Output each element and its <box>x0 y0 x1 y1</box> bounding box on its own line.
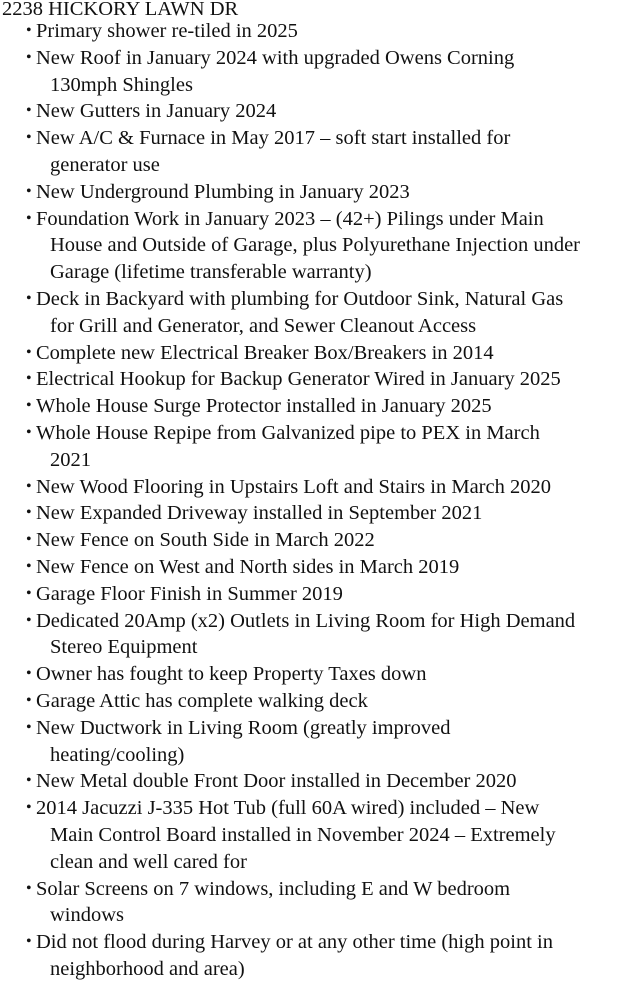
list-item <box>2 393 634 420</box>
list-item-text: Primary shower re-tiled in 2025 <box>36 20 298 42</box>
bullet-icon: • <box>26 129 32 147</box>
list-item-text: 2014 Jacuzzi J-335 Hot Tub (full 60A wired) included – New Main Control Board installed in November 2024 – Extremely clean and well cared for <box>36 797 556 873</box>
list-item <box>2 581 634 608</box>
bullet-icon: • <box>26 102 32 120</box>
list-item-text: Did not flood during Harvey or at any other time (high point in neighborhood and area) <box>36 931 553 980</box>
bullet-icon: • <box>26 22 32 39</box>
list-item-text: Owner has fought to keep Property Taxes down <box>36 663 427 686</box>
list-item-text: New Ductwork in Living Room (greatly improved heating/cooling) <box>36 716 451 766</box>
bullet-icon: • <box>26 343 32 361</box>
bullet-icon: • <box>26 182 32 200</box>
bullet-icon: • <box>26 665 32 683</box>
list-item-text: Electrical Hookup for Backup Generator Wired in January 2025 <box>36 368 561 391</box>
list-item <box>2 608 634 662</box>
bullet-icon: • <box>26 531 32 549</box>
bullet-icon: • <box>26 879 32 897</box>
list-item <box>2 795 634 875</box>
list-item <box>2 420 634 474</box>
list-item-text: New Fence on West and North sides in March 2019 <box>36 555 460 578</box>
list-item <box>2 474 634 501</box>
list-item <box>2 661 634 688</box>
list-item-text: New Gutters in January 2024 <box>36 100 277 123</box>
bullet-icon: • <box>26 772 32 790</box>
list-item-text: New Metal double Front Door installed in December 2020 <box>36 770 517 793</box>
list-item-text: New Fence on South Side in March 2022 <box>36 529 375 552</box>
bullet-icon: • <box>26 504 32 522</box>
list-item-text: Garage Floor Finish in Summer 2019 <box>36 582 343 605</box>
list-item <box>2 18 634 45</box>
list-item <box>2 286 634 340</box>
list-item <box>2 179 634 206</box>
list-item <box>2 45 634 99</box>
list-item-text: New Roof in January 2024 with upgraded Owens Corning 130mph Shingles <box>36 46 515 96</box>
list-item-text: New Wood Flooring in Upstairs Loft and Stairs in March 2020 <box>36 475 551 498</box>
list-item-text: Whole House Repipe from Galvanized pipe to PEX in March 2021 <box>36 421 540 471</box>
list-item-text: Dedicated 20Amp (x2) Outlets in Living Room for High Demand Stereo Equipment <box>36 609 576 659</box>
bullet-icon: • <box>26 370 32 388</box>
list-item <box>2 366 634 393</box>
feature-list <box>2 18 634 983</box>
list-item-text: Whole House Surge Protector installed in January 2025 <box>36 395 492 418</box>
list-item-text: Deck in Backyard with plumbing for Outdoor Sink, Natural Gas for Grill and Generator, and Sewer Cleanout Access <box>36 287 564 337</box>
bullet-icon: • <box>26 611 32 629</box>
list-item <box>2 527 634 554</box>
list-item-text: Complete new Electrical Breaker Box/Breakers in 2014 <box>36 341 494 364</box>
bullet-icon: • <box>26 584 32 602</box>
list-item <box>2 206 634 286</box>
bullet-icon: • <box>26 799 32 817</box>
bullet-icon: • <box>26 718 32 736</box>
list-item <box>2 876 634 930</box>
bullet-icon: • <box>26 423 32 441</box>
list-item <box>2 715 634 769</box>
list-item-text: New Underground Plumbing in January 2023 <box>36 180 410 203</box>
bullet-icon: • <box>26 397 32 415</box>
bullet-icon: • <box>26 933 32 951</box>
list-item <box>2 340 634 367</box>
list-item <box>2 929 634 983</box>
bullet-icon: • <box>26 557 32 575</box>
list-item <box>2 125 634 179</box>
list-item-text: Garage Attic has complete walking deck <box>36 689 368 712</box>
list-item-text: New Expanded Driveway installed in September 2021 <box>36 502 483 525</box>
list-item-text: Solar Screens on 7 windows, including E and W bedroom windows <box>36 877 511 927</box>
list-item-text: New A/C & Furnace in May 2017 – soft start installed for generator use <box>36 127 511 176</box>
list-item <box>2 688 634 715</box>
bullet-icon: • <box>26 48 32 66</box>
bullet-icon: • <box>26 289 32 307</box>
list-item <box>2 500 634 527</box>
document-title: 2238 HICKORY LAWN DR <box>2 0 239 20</box>
bullet-icon: • <box>26 209 32 227</box>
bullet-icon: • <box>26 477 32 495</box>
list-item <box>2 768 634 795</box>
list-item <box>2 554 634 581</box>
list-item <box>2 98 634 125</box>
bullet-icon: • <box>26 691 32 709</box>
list-item-text: Foundation Work in January 2023 – (42+) Pilings under Main House and Outside of Garage, plus Polyurethane Injection under Garage (lifetime transferable warranty) <box>36 207 581 284</box>
